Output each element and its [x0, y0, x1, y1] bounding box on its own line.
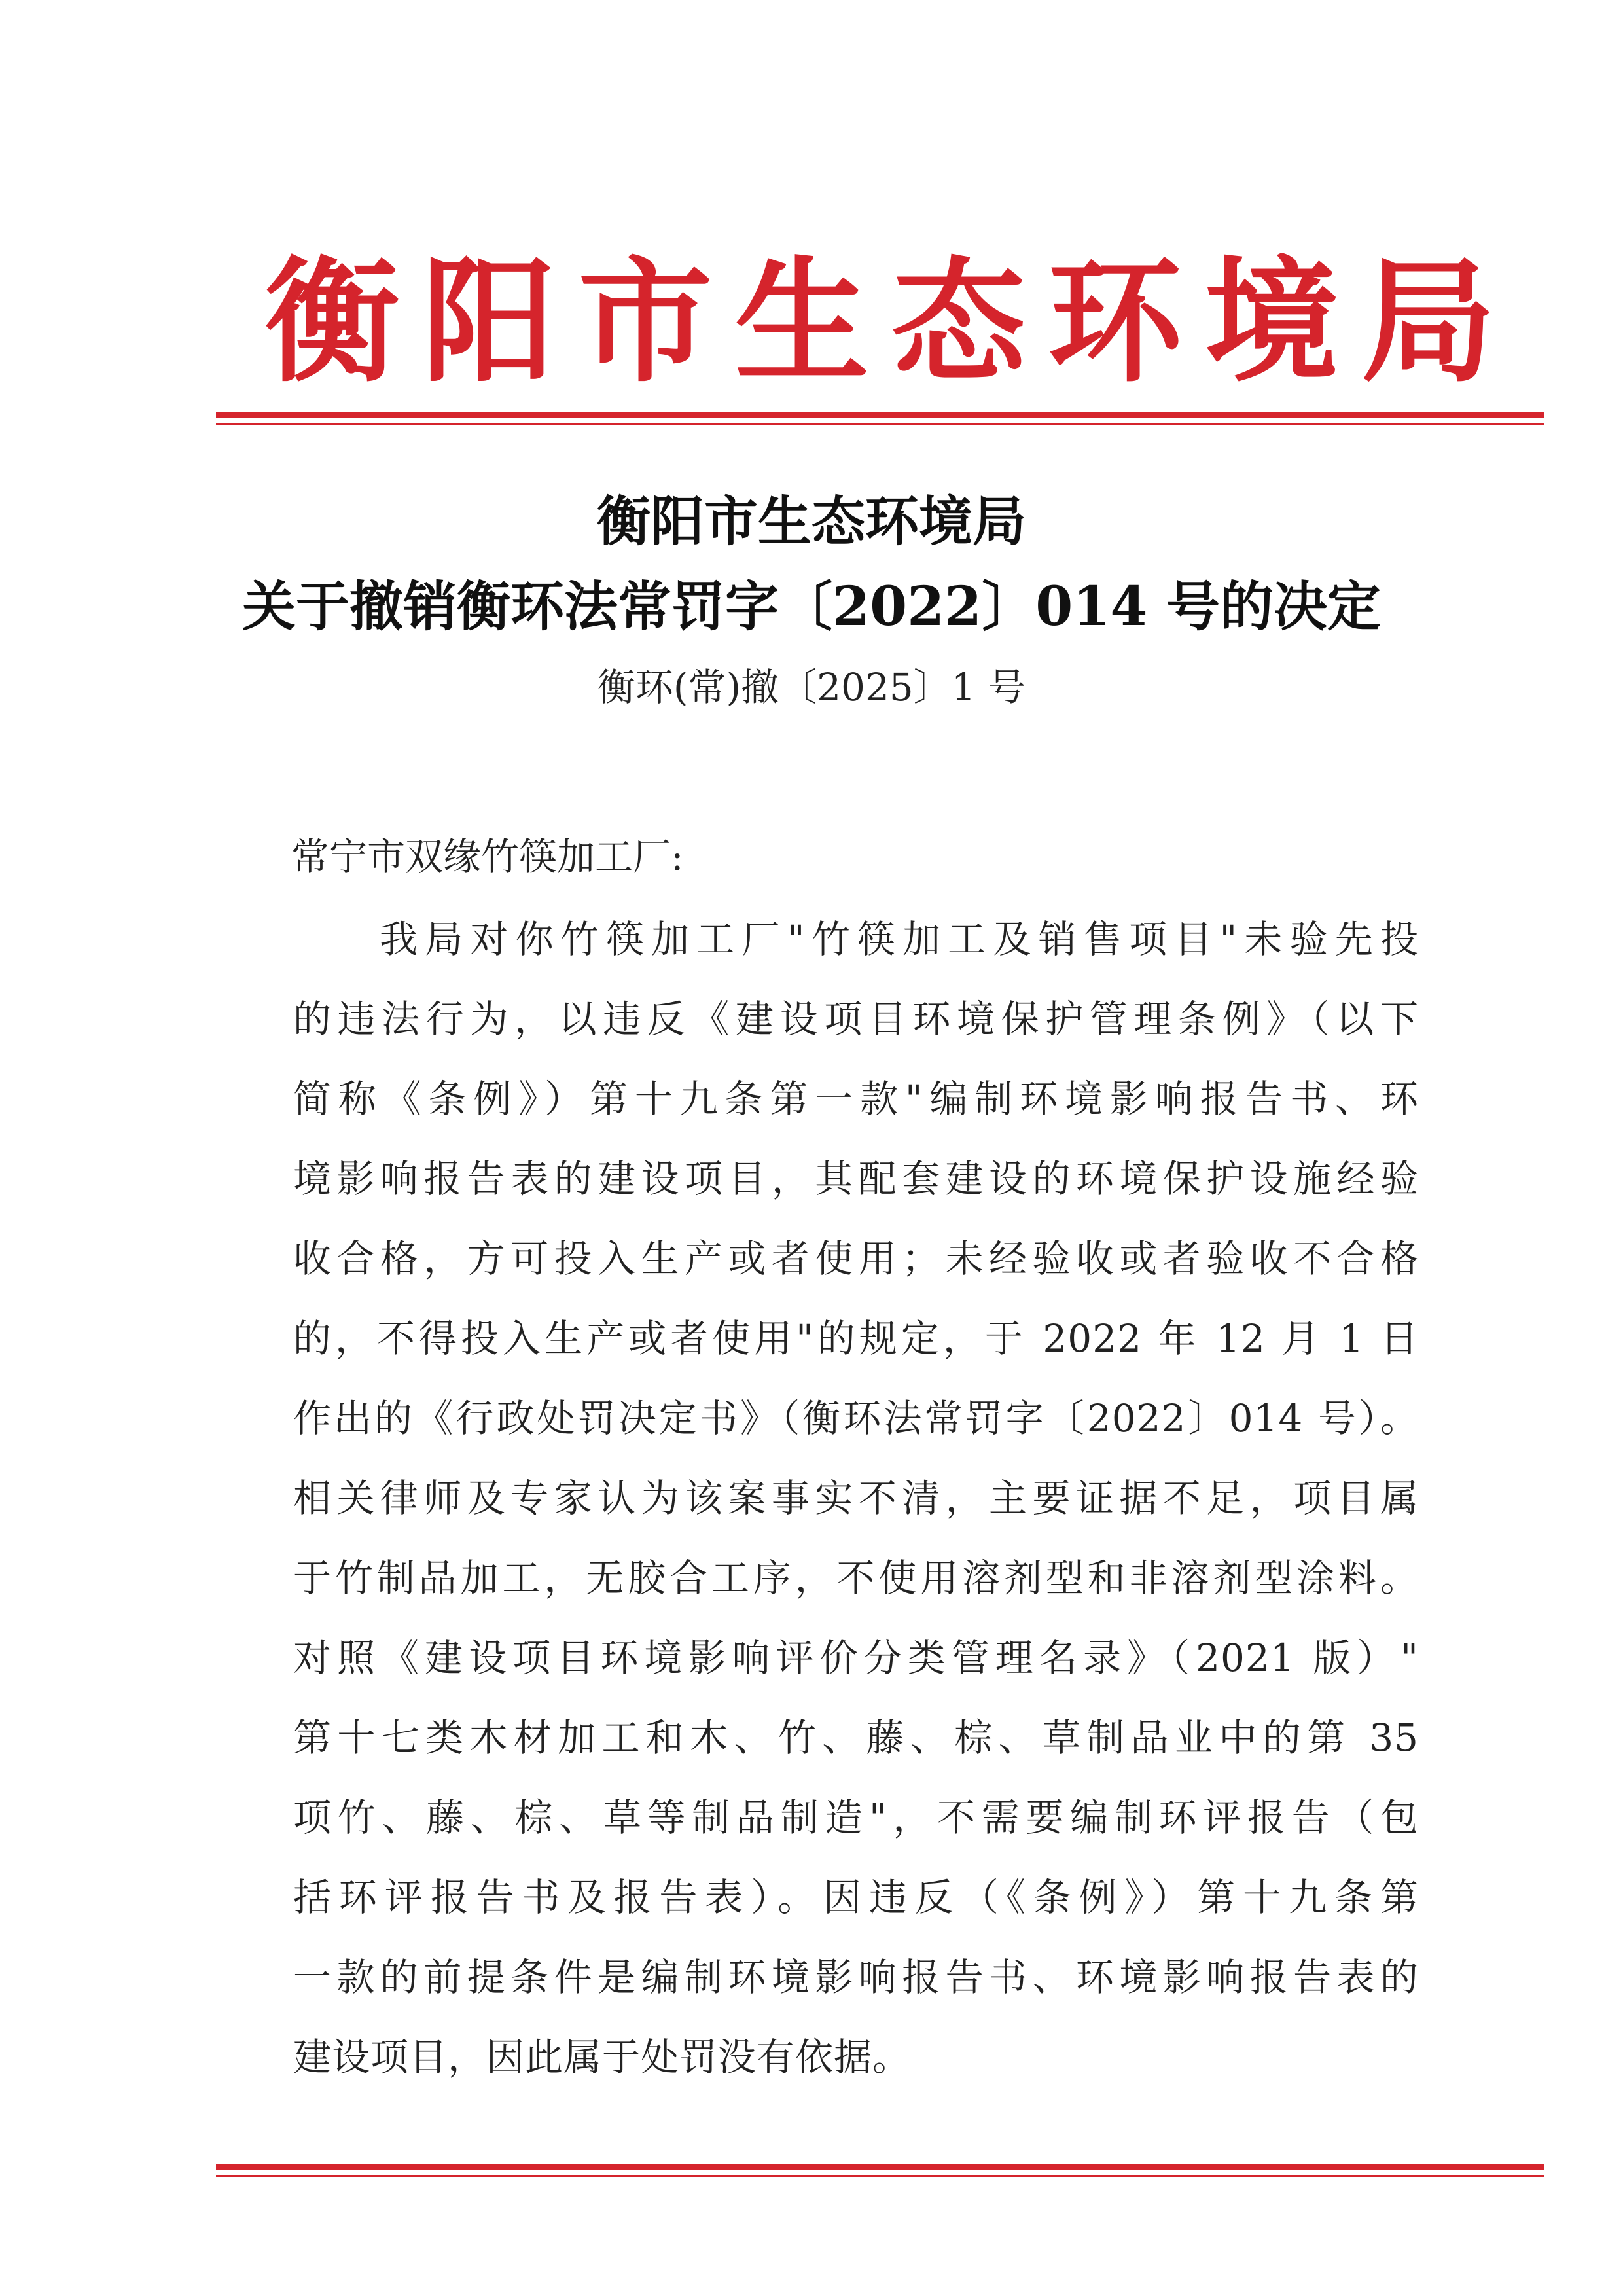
- body-line: 第十七类木材加工和木、竹、藤、棕、草制品业中的第 35: [293, 1715, 1419, 1760]
- body-line: 境影响报告表的建设项目，其配套建设的环境保护设施经验: [293, 1157, 1419, 1201]
- document-number: 衡环(常)撤〔2025〕1 号: [597, 665, 1026, 709]
- body-line: 括环评报告书及报告表）。因违反（《条例》）第十九条第: [293, 1875, 1419, 1920]
- body-line: 建设项目，因此属于处罚没有依据。: [293, 2035, 912, 2079]
- letterhead-char: 衡: [265, 243, 399, 401]
- letterhead-char: 市: [578, 243, 713, 401]
- letterhead-char: 环: [1048, 243, 1183, 401]
- body-line: 收合格，方可投入生产或者使用；未经验收或者验收不合格: [293, 1236, 1419, 1281]
- body-line: 对照《建设项目环境影响评价分类管理名录》（2021 版）": [293, 1636, 1419, 1680]
- body-line: 我局对你竹筷加工厂"竹筷加工及销售项目"未验先投: [380, 917, 1419, 961]
- letterhead-char: 境: [1204, 243, 1339, 401]
- body-line: 作出的《行政处罚决定书》（衡环法常罚字〔2022〕014 号）。: [293, 1396, 1419, 1441]
- footer-divider: [216, 2164, 1544, 2177]
- body-line: 于竹制品加工，无胶合工序，不使用溶剂型和非溶剂型涂料。: [293, 1556, 1419, 1600]
- body-line: 简称《条例》）第十九条第一款"编制环境影响报告书、环: [293, 1077, 1419, 1121]
- body-line: 项竹、藤、棕、草等制品制造"，不需要编制环评报告（包: [293, 1795, 1419, 1840]
- body-line: 的，不得投入生产或者使用"的规定，于 2022 年 12 月 1 日: [293, 1316, 1419, 1361]
- document-title-line2: 关于撤销衡环法常罚字〔2022〕014 号的决定: [242, 575, 1381, 638]
- letterhead-divider: [216, 412, 1544, 425]
- letterhead-char: 态: [891, 243, 1026, 401]
- salutation: 常宁市双缘竹筷加工厂:: [291, 834, 684, 879]
- letterhead-char: 阳: [421, 243, 556, 401]
- document-title-line1: 衡阳市生态环境局: [596, 490, 1026, 553]
- body-line: 的违法行为，以违反《建设项目环境保护管理条例》（以下: [293, 997, 1419, 1041]
- body-line: 一款的前提条件是编制环境影响报告书、环境影响报告表的: [293, 1955, 1419, 2000]
- body-line: 相关律师及专家认为该案事实不清，主要证据不足，项目属: [293, 1476, 1419, 1520]
- letterhead-char: 生: [734, 243, 869, 401]
- letterhead-title: [265, 243, 1495, 401]
- letterhead-char: 局: [1361, 243, 1495, 401]
